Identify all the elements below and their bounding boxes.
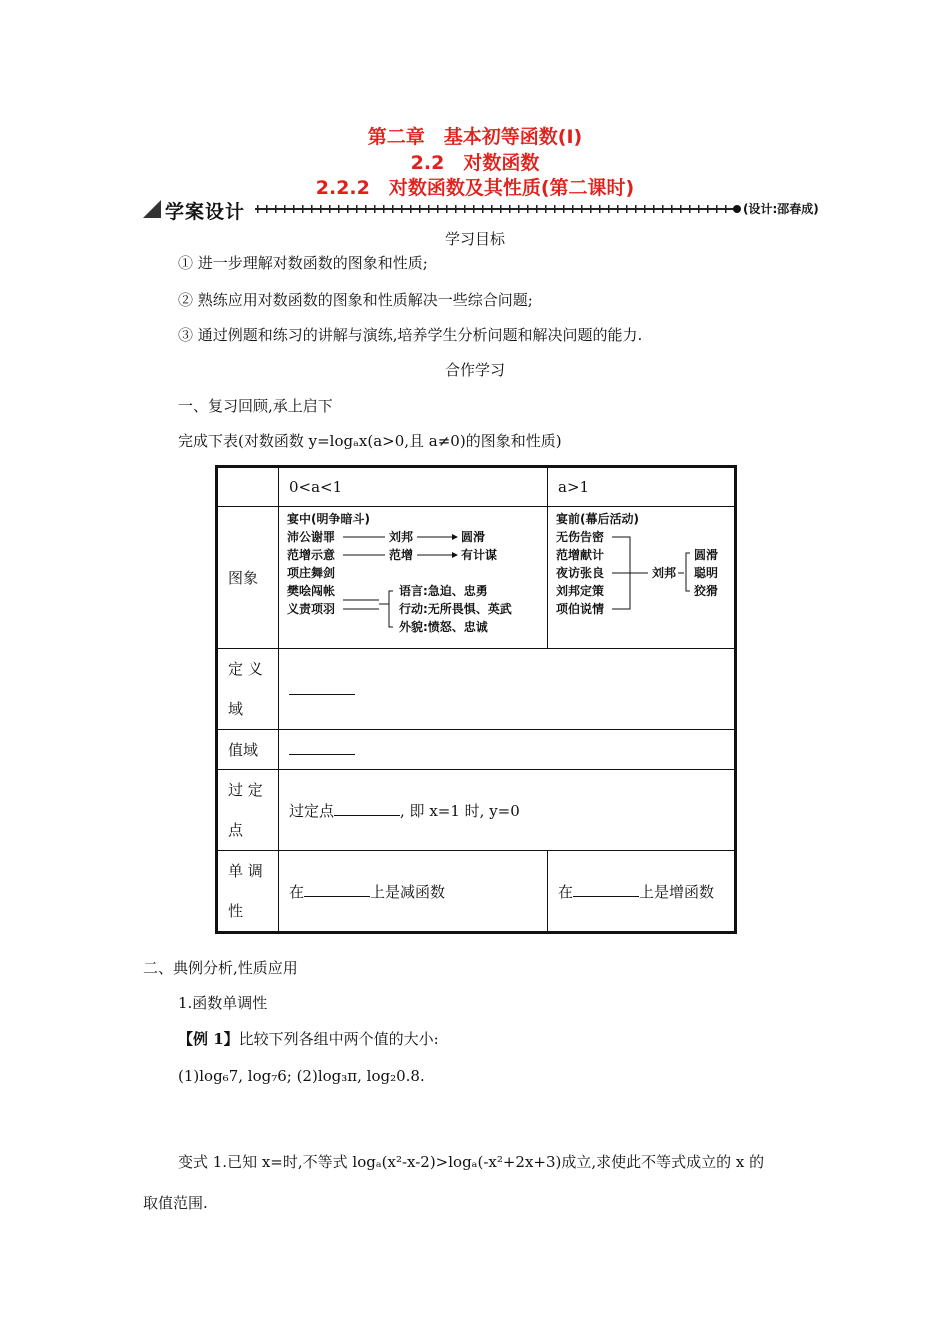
mm-left-row1b: 刘邦 [389, 529, 414, 544]
mm-right-r1: 无伤告密 [556, 529, 605, 544]
mono-right-a: 在 [558, 882, 574, 901]
mm-left-row3: 项庄舞剑 [287, 565, 336, 580]
mm-left-row2b: 范增 [389, 547, 414, 562]
domain-blank[interactable] [289, 680, 355, 695]
mm-left-arrows [279, 508, 547, 648]
mm-left-branch3: 外貌:愤怒、忠诚 [399, 619, 488, 634]
mm-left-row2c: 有计谋 [461, 547, 498, 562]
graph-cell-right [548, 507, 736, 649]
mm-right-t1: 圆滑 [694, 547, 719, 562]
mm-right-hub: 刘邦 [652, 565, 677, 580]
mm-left-branch1: 语言:急迫、忠勇 [399, 583, 488, 598]
variant-1-line1: 变式 1.已知 x=时,不等式 logₐ(x²-x-2)>logₐ(-x²+2x+3)成立,求使此不等式成立的 x 的 [178, 1153, 765, 1171]
row-label-range: 值域 [217, 730, 279, 770]
mono-right-blank[interactable] [573, 882, 639, 897]
subsection-title: 2.2.2 对数函数及其性质(第二课时) [315, 177, 635, 199]
mm-right-r4: 刘邦定策 [556, 583, 605, 598]
mm-left-row1c: 圆滑 [461, 529, 486, 544]
mm-right-lines [548, 508, 734, 648]
mm-right-title: 宴前(幕后活动) [556, 511, 639, 526]
fixed-point-cell[interactable] [279, 770, 736, 851]
banner-label: 学案设计 [165, 201, 246, 223]
coop-heading: 合作学习 [444, 361, 505, 379]
part2-sub1: 1.函数单调性 [178, 994, 268, 1012]
properties-table [215, 465, 737, 934]
banner-triangle-icon [143, 200, 161, 218]
mm-right-r3: 夜访张良 [556, 565, 605, 580]
col-header-0-a-1: 0<a<1 [279, 467, 548, 507]
mm-left-row1a: 沛公谢罪 [287, 529, 336, 544]
mono-left-a: 在 [289, 882, 305, 901]
graph-cell-left [279, 507, 548, 649]
col-header-a-gt-1: a>1 [548, 467, 736, 507]
example-1 [178, 1029, 439, 1049]
mm-right-t2: 聪明 [694, 565, 719, 580]
fixed-text-a: 过定点 [289, 801, 335, 820]
banner-designer: (设计:邵春成) [743, 202, 819, 216]
domain-cell[interactable] [279, 649, 736, 730]
example-text: 比较下列各组中两个值的大小: [238, 1030, 439, 1048]
row-label-fixed-point: 过 定 点 [217, 770, 279, 851]
part1-heading: 一、复习回顾,承上启下 [178, 397, 333, 415]
banner-ticks [257, 205, 733, 213]
mm-left-row4: 樊哙闯帐 [287, 583, 336, 598]
table-instruction: 完成下表(对数函数 y=logₐx(a>0,且 a≠0)的图象和性质) [178, 432, 562, 450]
mm-left-title: 宴中(明争暗斗) [287, 511, 370, 526]
row-label-graph: 图象 [217, 507, 279, 649]
mm-right-t3: 狡猾 [694, 583, 719, 598]
mm-left-row5: 义责项羽 [287, 601, 336, 616]
mono-left-cell[interactable] [279, 851, 548, 933]
goals-heading: 学习目标 [444, 230, 505, 248]
table-corner [217, 467, 279, 507]
mono-right-b: 上是增函数 [639, 882, 715, 901]
mm-left-branch2: 行动:无所畏惧、英武 [399, 601, 512, 616]
range-cell[interactable] [279, 730, 736, 770]
range-blank[interactable] [289, 740, 355, 755]
mm-left-row2a: 范增示意 [287, 547, 336, 562]
goal-item-1: ① 进一步理解对数函数的图象和性质; [178, 254, 428, 272]
mono-left-b: 上是减函数 [370, 882, 446, 901]
banner [143, 196, 823, 222]
mono-right-cell[interactable] [548, 851, 736, 933]
fixed-text-b: , 即 x=1 时, y=0 [400, 801, 520, 820]
fixed-point-blank[interactable] [334, 801, 400, 816]
row-label-domain: 定 义 域 [217, 649, 279, 730]
section-title: 2.2 对数函数 [410, 152, 540, 174]
mm-right-r2: 范增献计 [556, 547, 605, 562]
part2-heading: 二、典例分析,性质应用 [143, 959, 298, 977]
chapter-title: 第二章 基本初等函数(Ⅰ) [367, 126, 583, 148]
example-tag: 【例 1】 [178, 1030, 239, 1048]
variant-1-line2: 取值范围. [143, 1194, 208, 1212]
example-items: (1)log₆7, log₇6; (2)log₃π, log₂0.8. [178, 1067, 425, 1085]
row-label-monotonicity: 单 调 性 [217, 851, 279, 933]
goal-item-2: ② 熟练应用对数函数的图象和性质解决一些综合问题; [178, 291, 533, 309]
goal-item-3: ③ 通过例题和练习的讲解与演练,培养学生分析问题和解决问题的能力. [178, 326, 643, 344]
mm-right-r5: 项伯说情 [556, 601, 605, 616]
mono-left-blank[interactable] [304, 882, 370, 897]
banner-dot-icon [732, 204, 742, 214]
